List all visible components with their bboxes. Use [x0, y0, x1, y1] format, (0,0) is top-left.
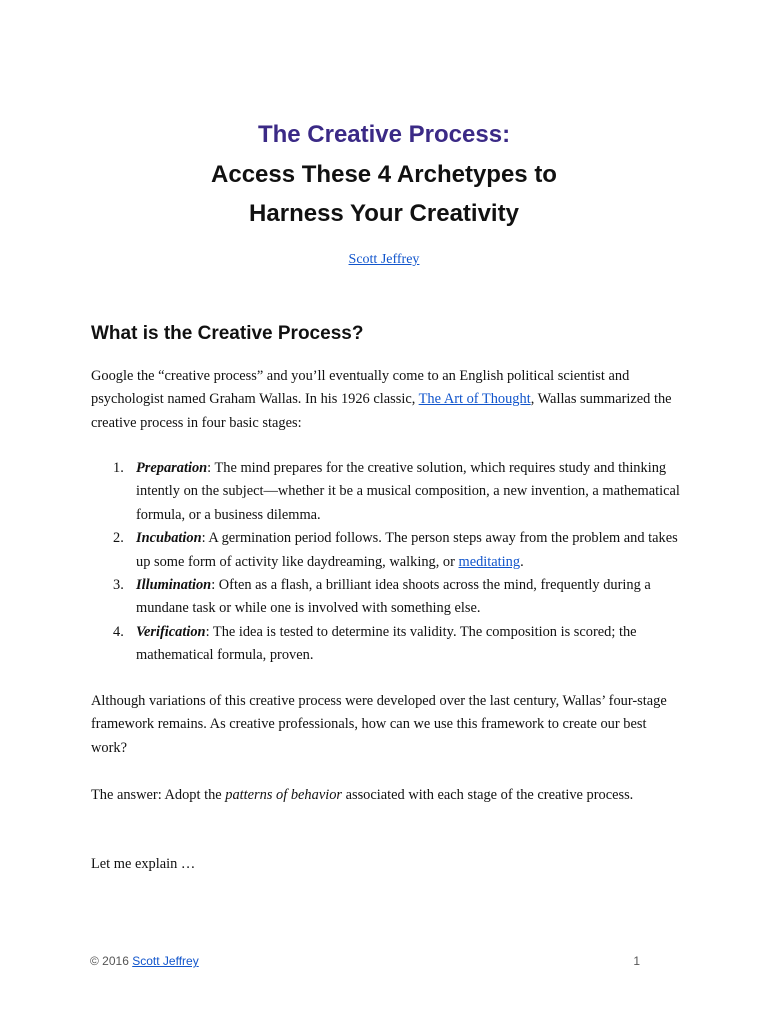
book-link[interactable]: The Art of Thought: [418, 391, 531, 408]
stage-description: : The idea is tested to determine its validity. The composition is scored; the mathematical formula, proven.: [136, 623, 637, 664]
title-line-2: Access These 4 Archetypes to: [211, 161, 557, 188]
stage-term: Incubation: [136, 530, 202, 547]
intro-text-part2: , Wallas summarized the creative process in four basic stages:: [91, 391, 672, 431]
list-item: [91, 621, 687, 668]
copyright-text: © 2016: [90, 954, 129, 968]
answer-emphasis: patterns of behavior: [225, 787, 342, 803]
stage-description: : A germination period follows. The person steps away from the problem and takes up some form of activity like daydreaming, walking, or: [136, 530, 678, 570]
author-link[interactable]: Scott Jeffrey: [348, 252, 420, 267]
list-number: 4.: [113, 623, 124, 640]
stage-description: : Often as a flash, a brilliant idea shoots across the mind, frequently during a mundane task or while one is involved with something else.: [136, 577, 651, 617]
list-number: 2.: [113, 530, 124, 547]
list-number: 3.: [113, 577, 124, 594]
intro-paragraph: [91, 365, 683, 435]
framework-paragraph: Although variations of this creative process were developed over the last century, Wallas’ four-stage framework remains. As creative professionals, how can we use this framework to create our best work?: [91, 693, 667, 756]
list-number: 1.: [113, 460, 124, 476]
stages-list: [91, 457, 687, 668]
stage-description-end: .: [520, 553, 524, 570]
intro-text-part1: Google the “creative process” and you’ll eventually come to an English political scientist and psychologist named Graham Wallas. In his 1926 classic,: [91, 368, 630, 408]
answer-text-part1: The answer: Adopt the: [91, 787, 226, 803]
answer-text-part2: associated with each stage of the creative process.: [342, 787, 634, 803]
author-byline: [0, 250, 768, 270]
stage-term: Illumination: [136, 577, 212, 594]
section-heading: What is the Creative Process?: [91, 323, 364, 344]
footer-author-link[interactable]: Scott Jeffrey: [132, 954, 199, 968]
page-footer: [90, 952, 640, 970]
stage-term: Preparation: [136, 460, 208, 476]
meditating-link[interactable]: meditating: [458, 553, 521, 570]
title-line-3: Harness Your Creativity: [249, 200, 519, 227]
stage-description: : The mind prepares for the creative solution, which requires study and thinking intently on the subject—whether it be a musical composition, a new invention, a mathematical formula, or a business dilemma.: [136, 460, 680, 523]
title-line-1: The Creative Process:: [257, 121, 511, 148]
document-title: [0, 115, 768, 233]
explain-paragraph: Let me explain …: [91, 856, 196, 872]
answer-paragraph: [91, 784, 683, 807]
list-item: [91, 527, 687, 574]
list-item: [91, 457, 687, 527]
list-item: [91, 574, 687, 621]
page-number: 1: [633, 954, 640, 968]
stage-term: Verification: [136, 623, 206, 640]
